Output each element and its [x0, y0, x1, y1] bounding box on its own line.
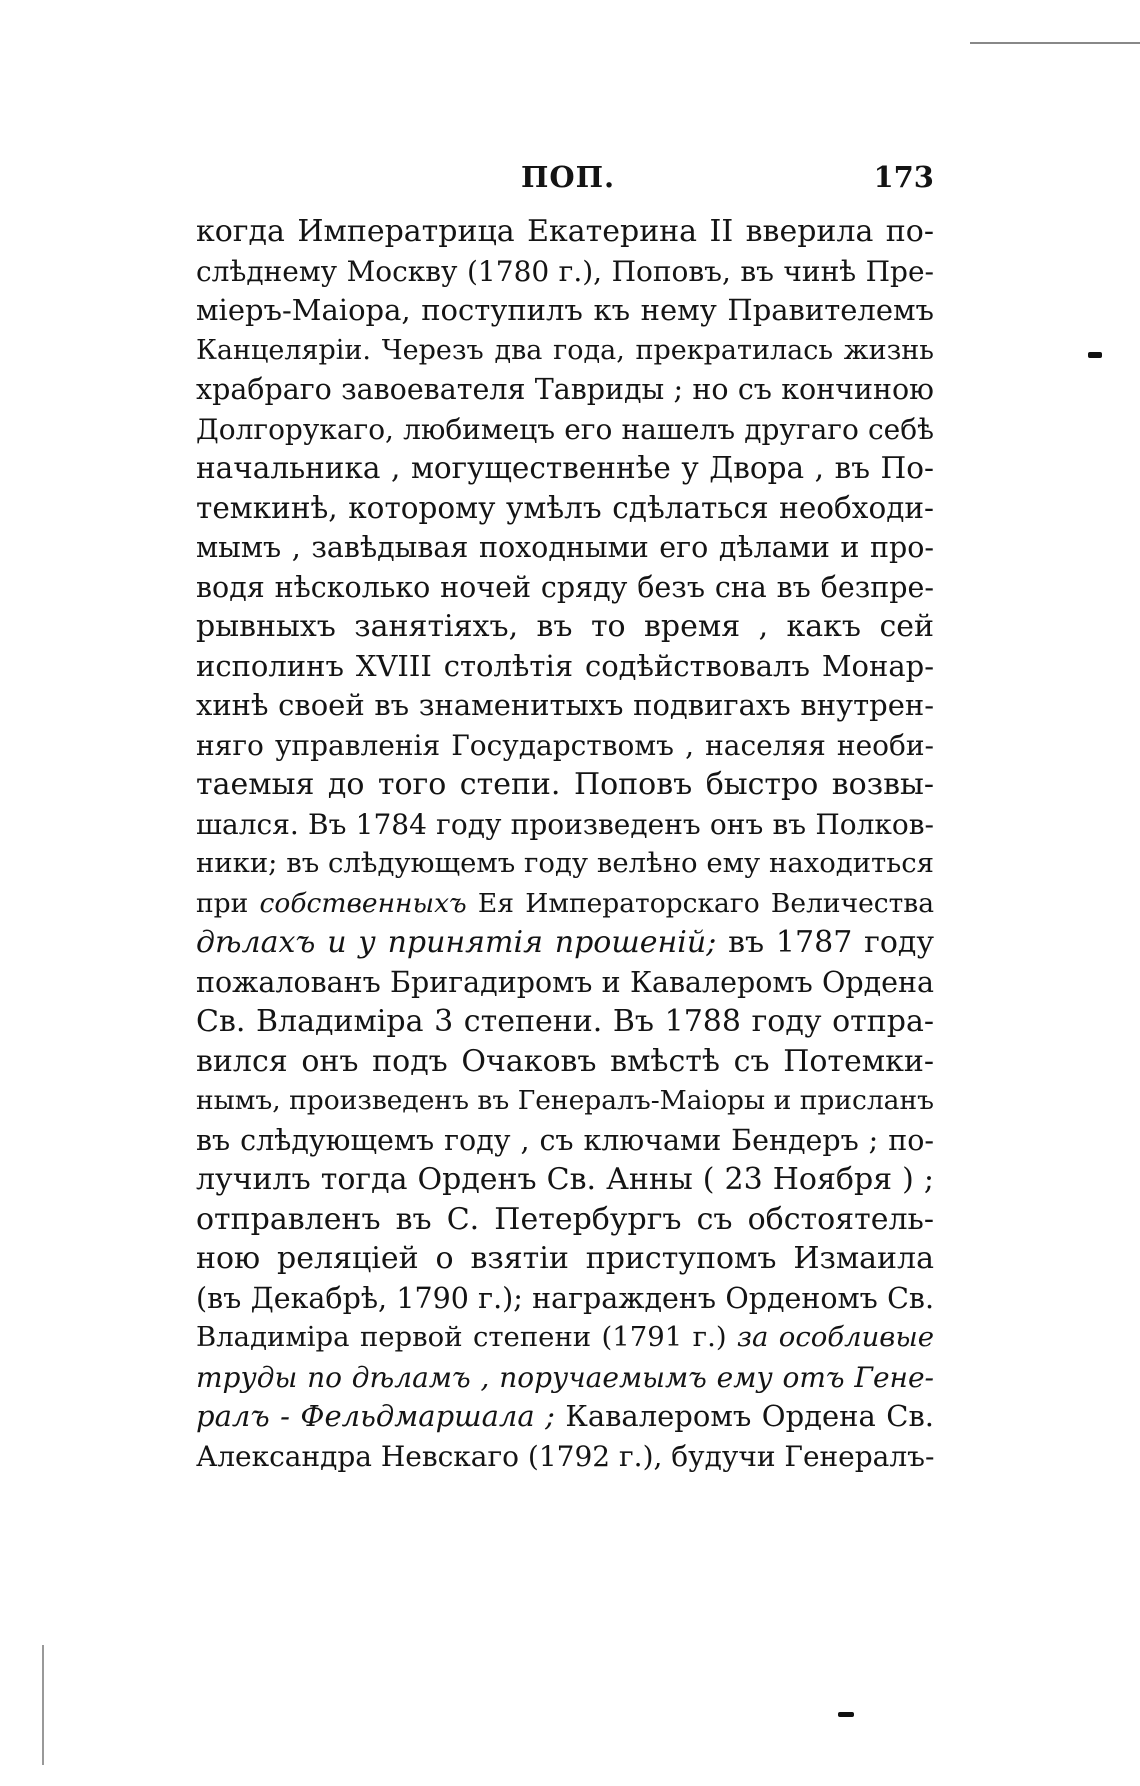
text-segment: рывныхъ занятіяхъ, въ то время , какъ сей: [196, 609, 934, 644]
text-segment: когда Императрица Екатерина II вверила по-: [196, 214, 934, 249]
text-line: [196, 1200, 934, 1240]
text-segment: отправленъ въ С. Петербургъ съ обстоятель-: [196, 1201, 934, 1237]
text-line: [196, 528, 934, 568]
text-line: [196, 884, 934, 924]
text-segment: въ слѣдующемъ году , съ ключами Бендеръ ; по-: [196, 1123, 934, 1157]
text-segment: Св. Владиміра 3 степени. Въ 1788 году отпра-: [196, 1004, 934, 1039]
text-segment: міеръ-Маіора, поступилъ къ нему Правителемъ: [196, 293, 934, 327]
text-line: [196, 252, 934, 292]
page-number: 173: [873, 160, 934, 194]
text-segment: няго управленія Государствомъ , населяя необи-: [196, 728, 934, 762]
text-segment: начальника , могущественнѣе у Двора , въ По-: [196, 451, 934, 485]
italic-text-segment: труды по дѣламъ , поручаемымъ ему отъ Гене-: [196, 1360, 934, 1394]
text-line: [196, 1121, 934, 1161]
text-segment: нымъ, произведенъ въ Генералъ-Маіоры и присланъ: [196, 1085, 934, 1116]
text-line: [196, 489, 934, 529]
text-line: [196, 923, 934, 963]
text-segment: Кавалеромъ Ордена Св.: [554, 1399, 934, 1433]
body-text: [196, 212, 934, 1476]
text-line: [196, 765, 934, 805]
page-header: [196, 160, 934, 200]
text-line: [196, 212, 934, 252]
text-segment: таемыя до того степи. Поповъ быстро возвы-: [196, 767, 934, 802]
scan-mark-right: [1088, 352, 1102, 358]
text-line: [196, 291, 934, 331]
text-line: [196, 568, 934, 608]
text-segment: храбраго завоевателя Тавриды ; но съ кончиною: [196, 373, 934, 406]
text-line: [196, 331, 934, 371]
text-line: [196, 1081, 934, 1121]
italic-text-segment: за особливые: [736, 1321, 934, 1353]
text-line: [196, 1002, 934, 1042]
text-segment: вился онъ подъ Очаковъ вмѣстѣ съ Потемки-: [196, 1043, 934, 1079]
text-line: [196, 1279, 934, 1319]
text-segment: ною реляціей о взятіи приступомъ Измаила: [196, 1241, 934, 1276]
text-line: [196, 1042, 934, 1082]
text-line: [196, 1318, 934, 1358]
text-line: [196, 1239, 934, 1279]
text-segment: темкинѣ, которому умѣлъ сдѣлаться необходи-: [196, 490, 934, 525]
scan-edge-line-top-right: [970, 42, 1140, 44]
text-line: [196, 1397, 934, 1437]
text-line: [196, 1437, 934, 1477]
text-line: [196, 726, 934, 766]
scan-mark-bottom: [838, 1712, 854, 1717]
running-head: ПОП.: [521, 160, 616, 194]
text-line: [196, 370, 934, 410]
text-segment: хинѣ своей въ знаменитыхъ подвигахъ внутрен-: [196, 688, 934, 722]
text-line: [196, 963, 934, 1003]
text-line: [196, 805, 934, 845]
italic-text-segment: ралъ - Фельдмаршала ;: [196, 1399, 555, 1433]
text-line: [196, 1160, 934, 1200]
text-segment: слѣднему Москву (1780 г.), Поповъ, въ чинѣ Пре-: [196, 254, 934, 288]
text-segment: ники; въ слѣдующемъ году велѣно ему находиться: [196, 847, 934, 879]
text-segment: въ 1787 году: [716, 925, 934, 960]
text-segment: Канцеляріи. Черезъ два года, прекратилась жизнь: [196, 334, 934, 366]
text-segment: исполинъ XVIII столѣтія содѣйствовалъ Монар-: [196, 648, 934, 683]
text-line: [196, 1358, 934, 1398]
text-segment: лучилъ тогда Орденъ Св. Анны ( 23 Ноября ) ;: [196, 1162, 934, 1197]
scan-edge-line-left: [42, 1645, 44, 1765]
text-segment: шался. Въ 1784 году произведенъ онъ въ Полков-: [196, 807, 934, 841]
text-segment: Долгорукаго, любимецъ его нашелъ другаго себѣ: [196, 412, 934, 446]
text-segment: водя нѣсколько ночей сряду безъ сна въ безпре-: [196, 570, 934, 604]
text-line: [196, 686, 934, 726]
text-segment: при: [196, 887, 260, 919]
text-segment: Александра Невскаго (1792 г.), будучи Генералъ-: [196, 1439, 934, 1473]
text-line: [196, 647, 934, 687]
text-line: [196, 410, 934, 450]
text-line: [196, 449, 934, 489]
text-segment: Ея Императорскаго Величества: [466, 887, 934, 919]
text-segment: (въ Декабрѣ, 1790 г.); награжденъ Орденомъ Св.: [196, 1281, 934, 1315]
text-segment: мымъ , завѣдывая походными его дѣлами и про-: [196, 531, 934, 564]
text-segment: Владиміра первой степени (1791 г.): [196, 1321, 737, 1353]
italic-text-segment: собственныхъ: [259, 887, 467, 919]
text-line: [196, 607, 934, 647]
text-segment: пожалованъ Бригадиромъ и Кавалеромъ Ордена: [196, 965, 934, 999]
italic-text-segment: дѣлахъ и у принятія прошеній;: [196, 925, 717, 960]
text-line: [196, 844, 934, 884]
